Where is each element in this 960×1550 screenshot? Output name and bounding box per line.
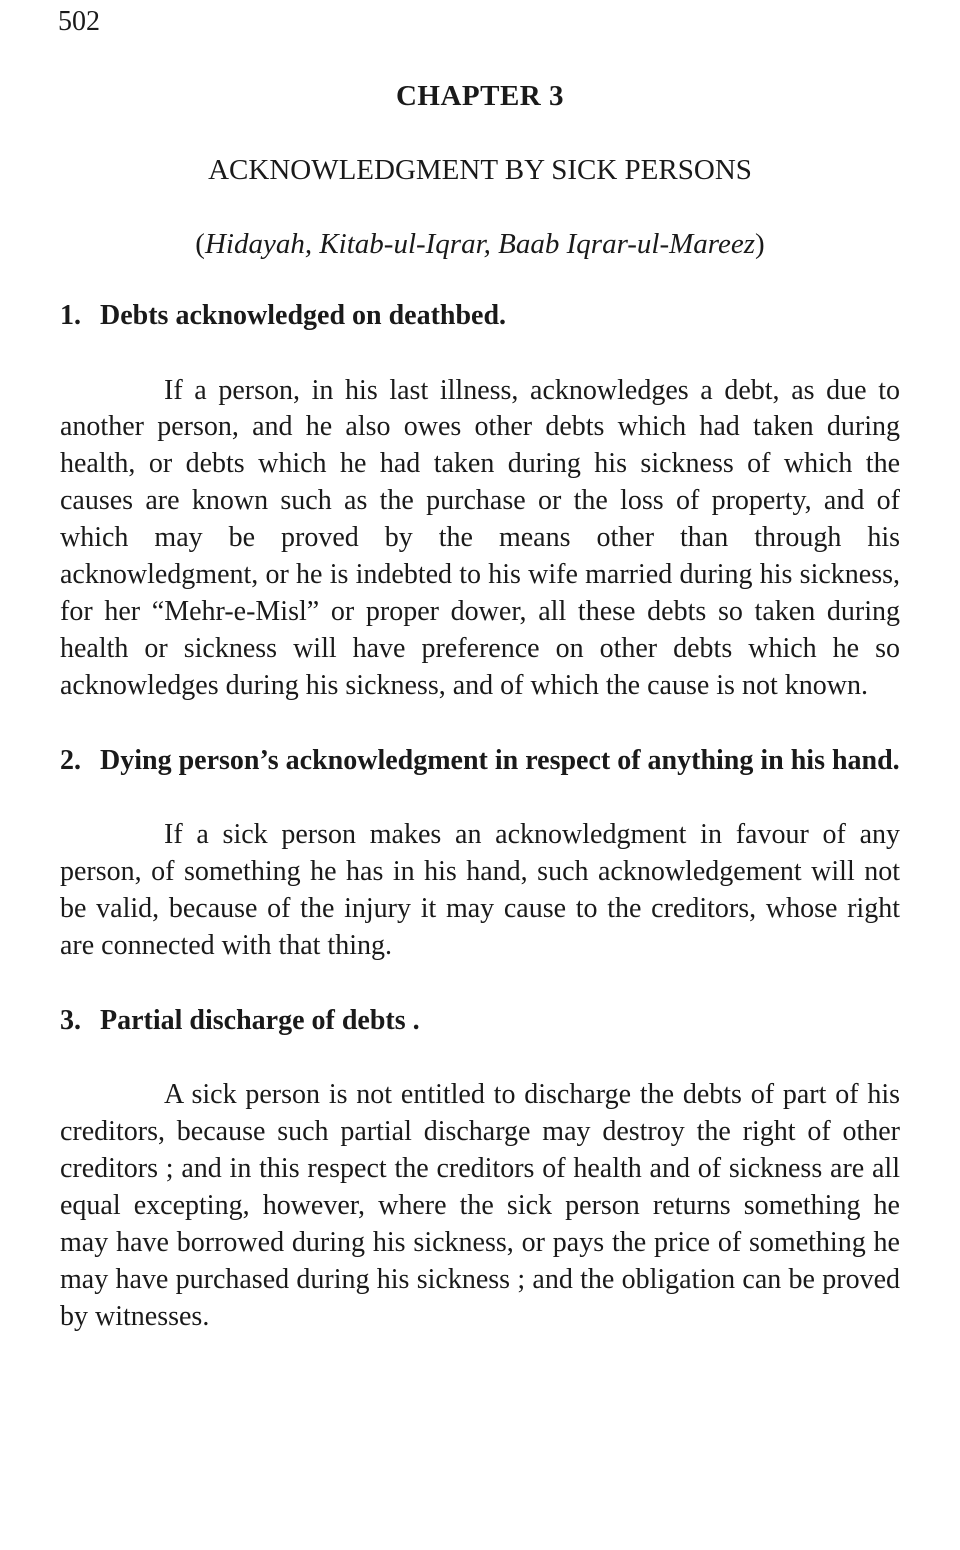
citation-close-paren: ) xyxy=(755,228,765,260)
section-heading xyxy=(60,298,900,335)
section-number: 3. xyxy=(60,1004,81,1036)
section-heading xyxy=(60,743,900,780)
citation-open-paren: ( xyxy=(195,228,205,260)
chapter-heading: CHAPTER 3 xyxy=(395,80,565,112)
section-1 xyxy=(60,298,900,705)
section-3 xyxy=(60,1003,900,1336)
chapter-body xyxy=(60,298,900,1374)
section-number: 2. xyxy=(60,744,81,776)
section-paragraph: If a person, in his last illness, acknowledges a debt, as due to another person, and he also owes other debts which had taken during health, or debts which he had taken during his sickness of which the causes are known such as the purchase or the loss of property, and of which may be proved by the means other than through his acknowledgment, or he is indebted to his wife married during his sickness, for her “Mehr-e-Misl” or proper dower, all these debts so taken during health or sickness will have preference on other debts which he so acknowledges during his sickness, and of which the cause is not known. xyxy=(60,374,900,701)
section-paragraph: If a sick person makes an acknowledgment in favour of any person, of something he has in his hand, such acknowledgement will not be valid, because of the injury it may cause to the creditors, whose right are connected with that thing. xyxy=(60,819,900,961)
page-number: 502 xyxy=(58,6,100,37)
section-heading-text: Dying person’s acknowledgment in respect of anything in his hand. xyxy=(100,744,900,776)
section-heading xyxy=(60,1003,900,1040)
section-2 xyxy=(60,743,900,965)
chapter-title: ACKNOWLEDGMENT BY SICK PERSONS xyxy=(208,154,752,186)
chapter-source-citation xyxy=(0,226,960,262)
citation-text: Hidayah, Kitab-ul-Iqrar, Baab Iqrar-ul-Mareez xyxy=(204,228,756,260)
section-number: 1. xyxy=(60,300,81,331)
section-paragraph: A sick person is not entitled to discharge the debts of part of his creditors, because such partial discharge may destroy the right of other creditors ; and in this respect the creditors of health and of sickness are all equal excepting, however, where the sick person returns something he may have borrowed during his sickness, or pays the price of something he may have purchased during his sickness ; and the obligation can be proved by witnesses. xyxy=(60,1079,900,1332)
section-heading-text: Partial discharge of debts . xyxy=(100,1004,420,1036)
section-heading-text: Debts acknowledged on deathbed. xyxy=(100,300,507,331)
